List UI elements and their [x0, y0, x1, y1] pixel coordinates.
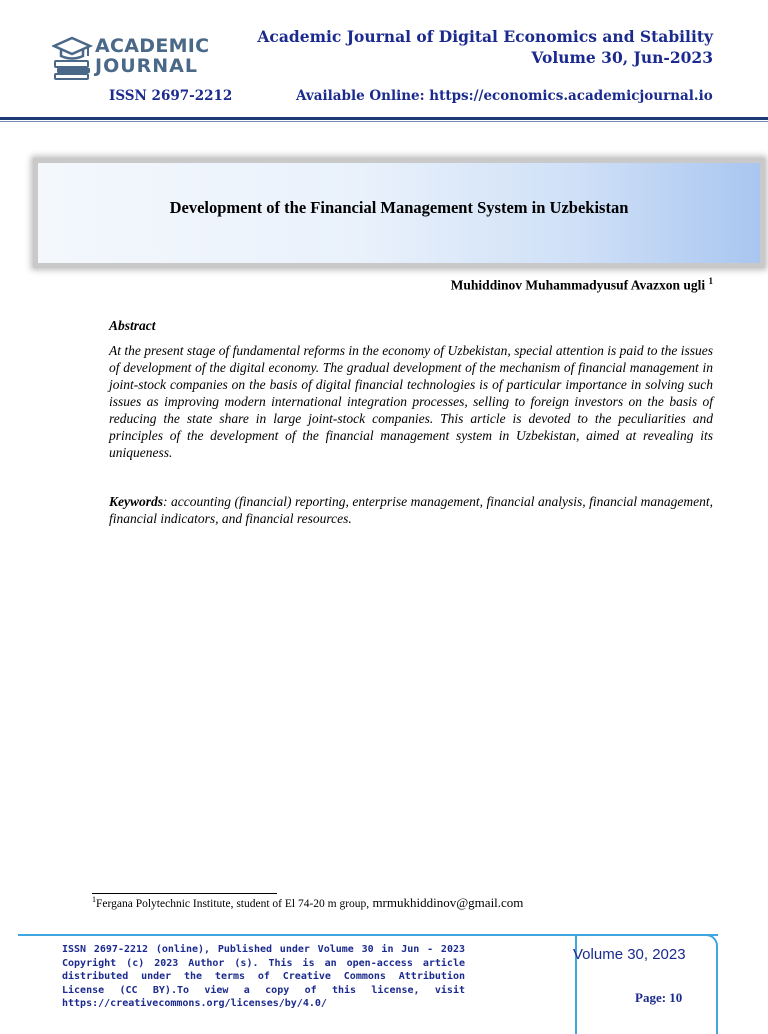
issn: ISSN 2697-2212: [109, 88, 233, 104]
paper-title: Development of the Financial Management System in Uzbekistan: [169, 198, 629, 217]
header-divider: [0, 117, 768, 120]
author-footnote-marker: 1: [708, 276, 713, 286]
volume-line: Volume 30, Jun-2023: [531, 48, 713, 67]
available-online-link[interactable]: Available Online: https://economics.academicjournal.io: [296, 88, 713, 104]
author-email[interactable]: mrmukhiddinov@gmail.com: [369, 895, 524, 910]
keywords-text: : accounting (financial) reporting, enterprise management, financial analysis, financial management, financial indicators, and financial resources.: [109, 494, 713, 526]
footnote-marker: 1: [92, 895, 96, 905]
footer-volume: Volume 30, 2023: [573, 946, 686, 963]
graduation-cap-books-icon: [52, 34, 94, 80]
author-name: Muhiddinov Muhammadyusuf Avazxon ugli: [450, 277, 706, 293]
keywords-paragraph: [109, 493, 713, 527]
abstract-text: At the present stage of fundamental reforms in the economy of Uzbekistan, special attention is paid to the issues of development of the digital economy. The gradual development of the mechanism of financial management in joint-stock companies on the basis of digital financial technologies is of particular importance in solving such issues as improving modern international integration processes, selling to foreign investors on the basis of reducing the state share in large joint-stock companies. This article is devoted to the peculiarities and principles of the development of the financial management system in Uzbekistan, aimed at revealing its uniqueness.: [109, 343, 713, 460]
journal-name: Academic Journal of Digital Economics and Stability: [257, 27, 713, 46]
footnote-divider: [92, 893, 277, 894]
logo-line-1: ACADEMIC: [95, 35, 210, 57]
keywords-label: Keywords: [109, 494, 163, 509]
journal-header: [257, 26, 713, 68]
abstract-heading: Abstract: [109, 318, 156, 333]
page-number: Page: 10: [635, 990, 683, 1005]
logo-wordmark: [95, 36, 209, 76]
footnote: [92, 895, 523, 911]
logo-line-2: JOURNAL: [95, 55, 198, 77]
footnote-text: Fergana Polytechnic Institute, student of El 74-20 m group,: [96, 898, 370, 910]
header-divider-thin: [0, 121, 768, 122]
author-line: [451, 276, 713, 294]
license-notice: ISSN 2697-2212 (online), Published under Volume 30 in Jun - 2023 Copyright (c) 2023 Author (s). This is an open-access article distributed under the terms of Creative Commons Attribution License (CC BY).To view a copy of this license, visit https://creativecommons.org/licenses/by/4.0/: [62, 944, 465, 1009]
